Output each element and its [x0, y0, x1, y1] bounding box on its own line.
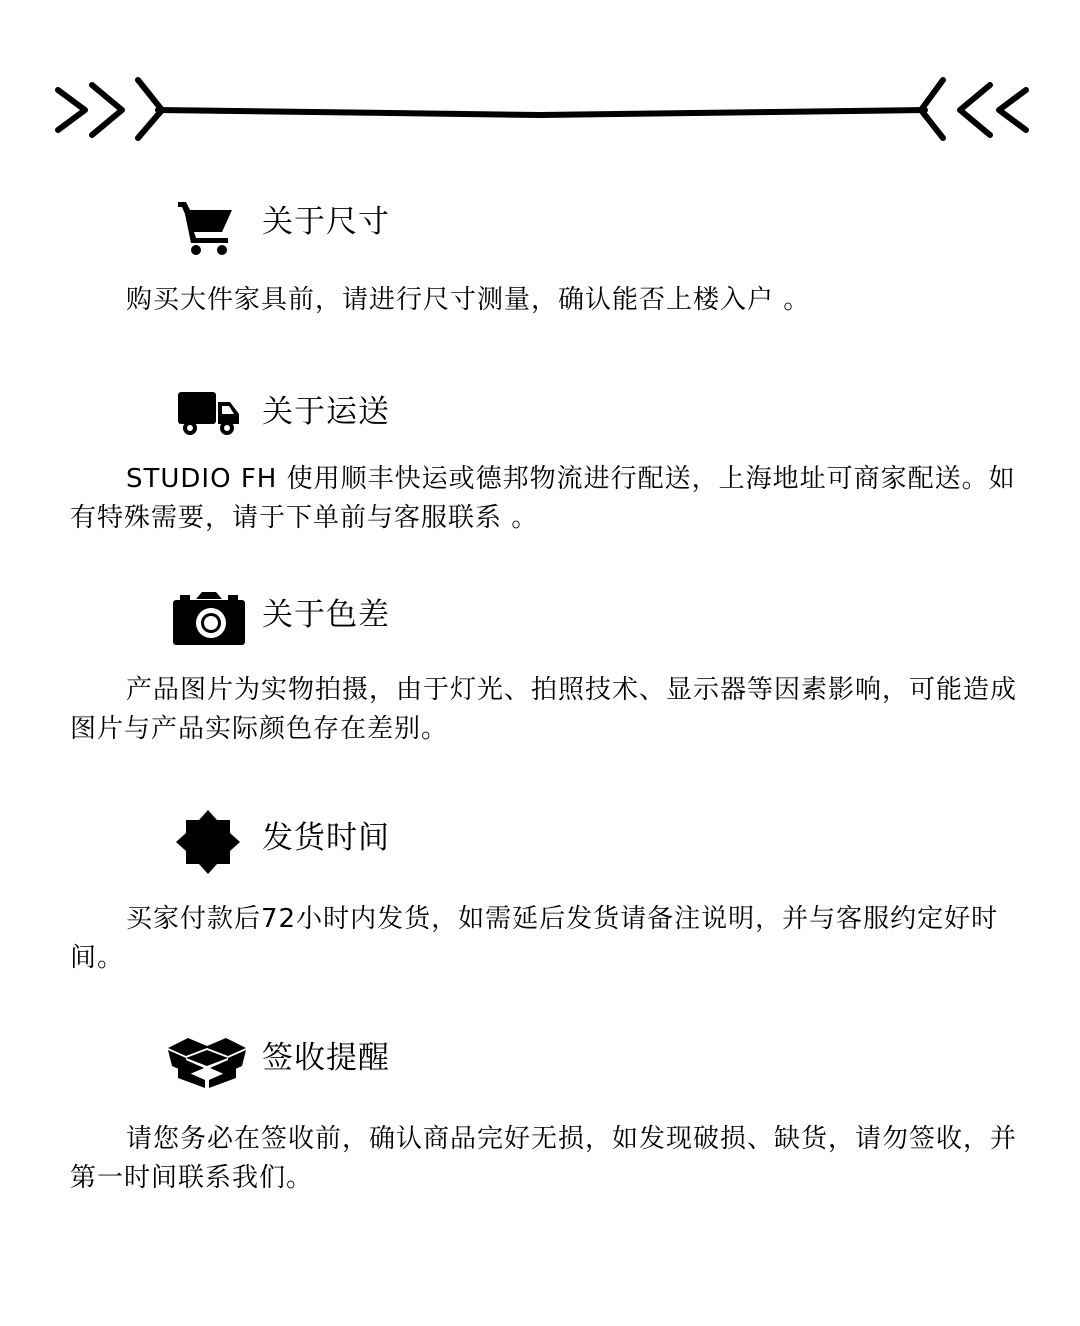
open-box-icon: [166, 1034, 248, 1088]
section-text: STUDIO FH 使用顺丰快运或德邦物流进行配送，上海地址可商家配送。如有特殊需要，请于下单前与客服联系 。: [70, 464, 1016, 533]
delivery-truck-icon: [176, 390, 242, 438]
shopping-cart-icon: [176, 198, 236, 256]
section-text: 买家付款后72小时内发货，如需延后发货请备注说明，并与客服约定好时间。: [70, 904, 999, 973]
arrow-divider-icon: [50, 70, 1035, 145]
section-title: 发货时间: [262, 820, 390, 856]
camera-icon: [172, 591, 246, 647]
section-title: 签收提醒: [262, 1040, 390, 1076]
moon-sun-icon: [176, 810, 240, 874]
section-title: 关于运送: [262, 394, 390, 430]
section-text: 购买大件家具前，请进行尺寸测量，确认能否上楼入户 。: [126, 285, 811, 315]
section-text: 产品图片为实物拍摄，由于灯光、拍照技术、显示器等因素影响，可能造成图片与产品实际颜色存在差别。: [70, 675, 1018, 744]
section-text: 请您务必在签收前，确认商品完好无损，如发现破损、缺货，请勿签收，并第一时间联系我们。: [70, 1124, 1018, 1193]
section-title: 关于尺寸: [262, 204, 390, 240]
section-title: 关于色差: [262, 597, 390, 633]
